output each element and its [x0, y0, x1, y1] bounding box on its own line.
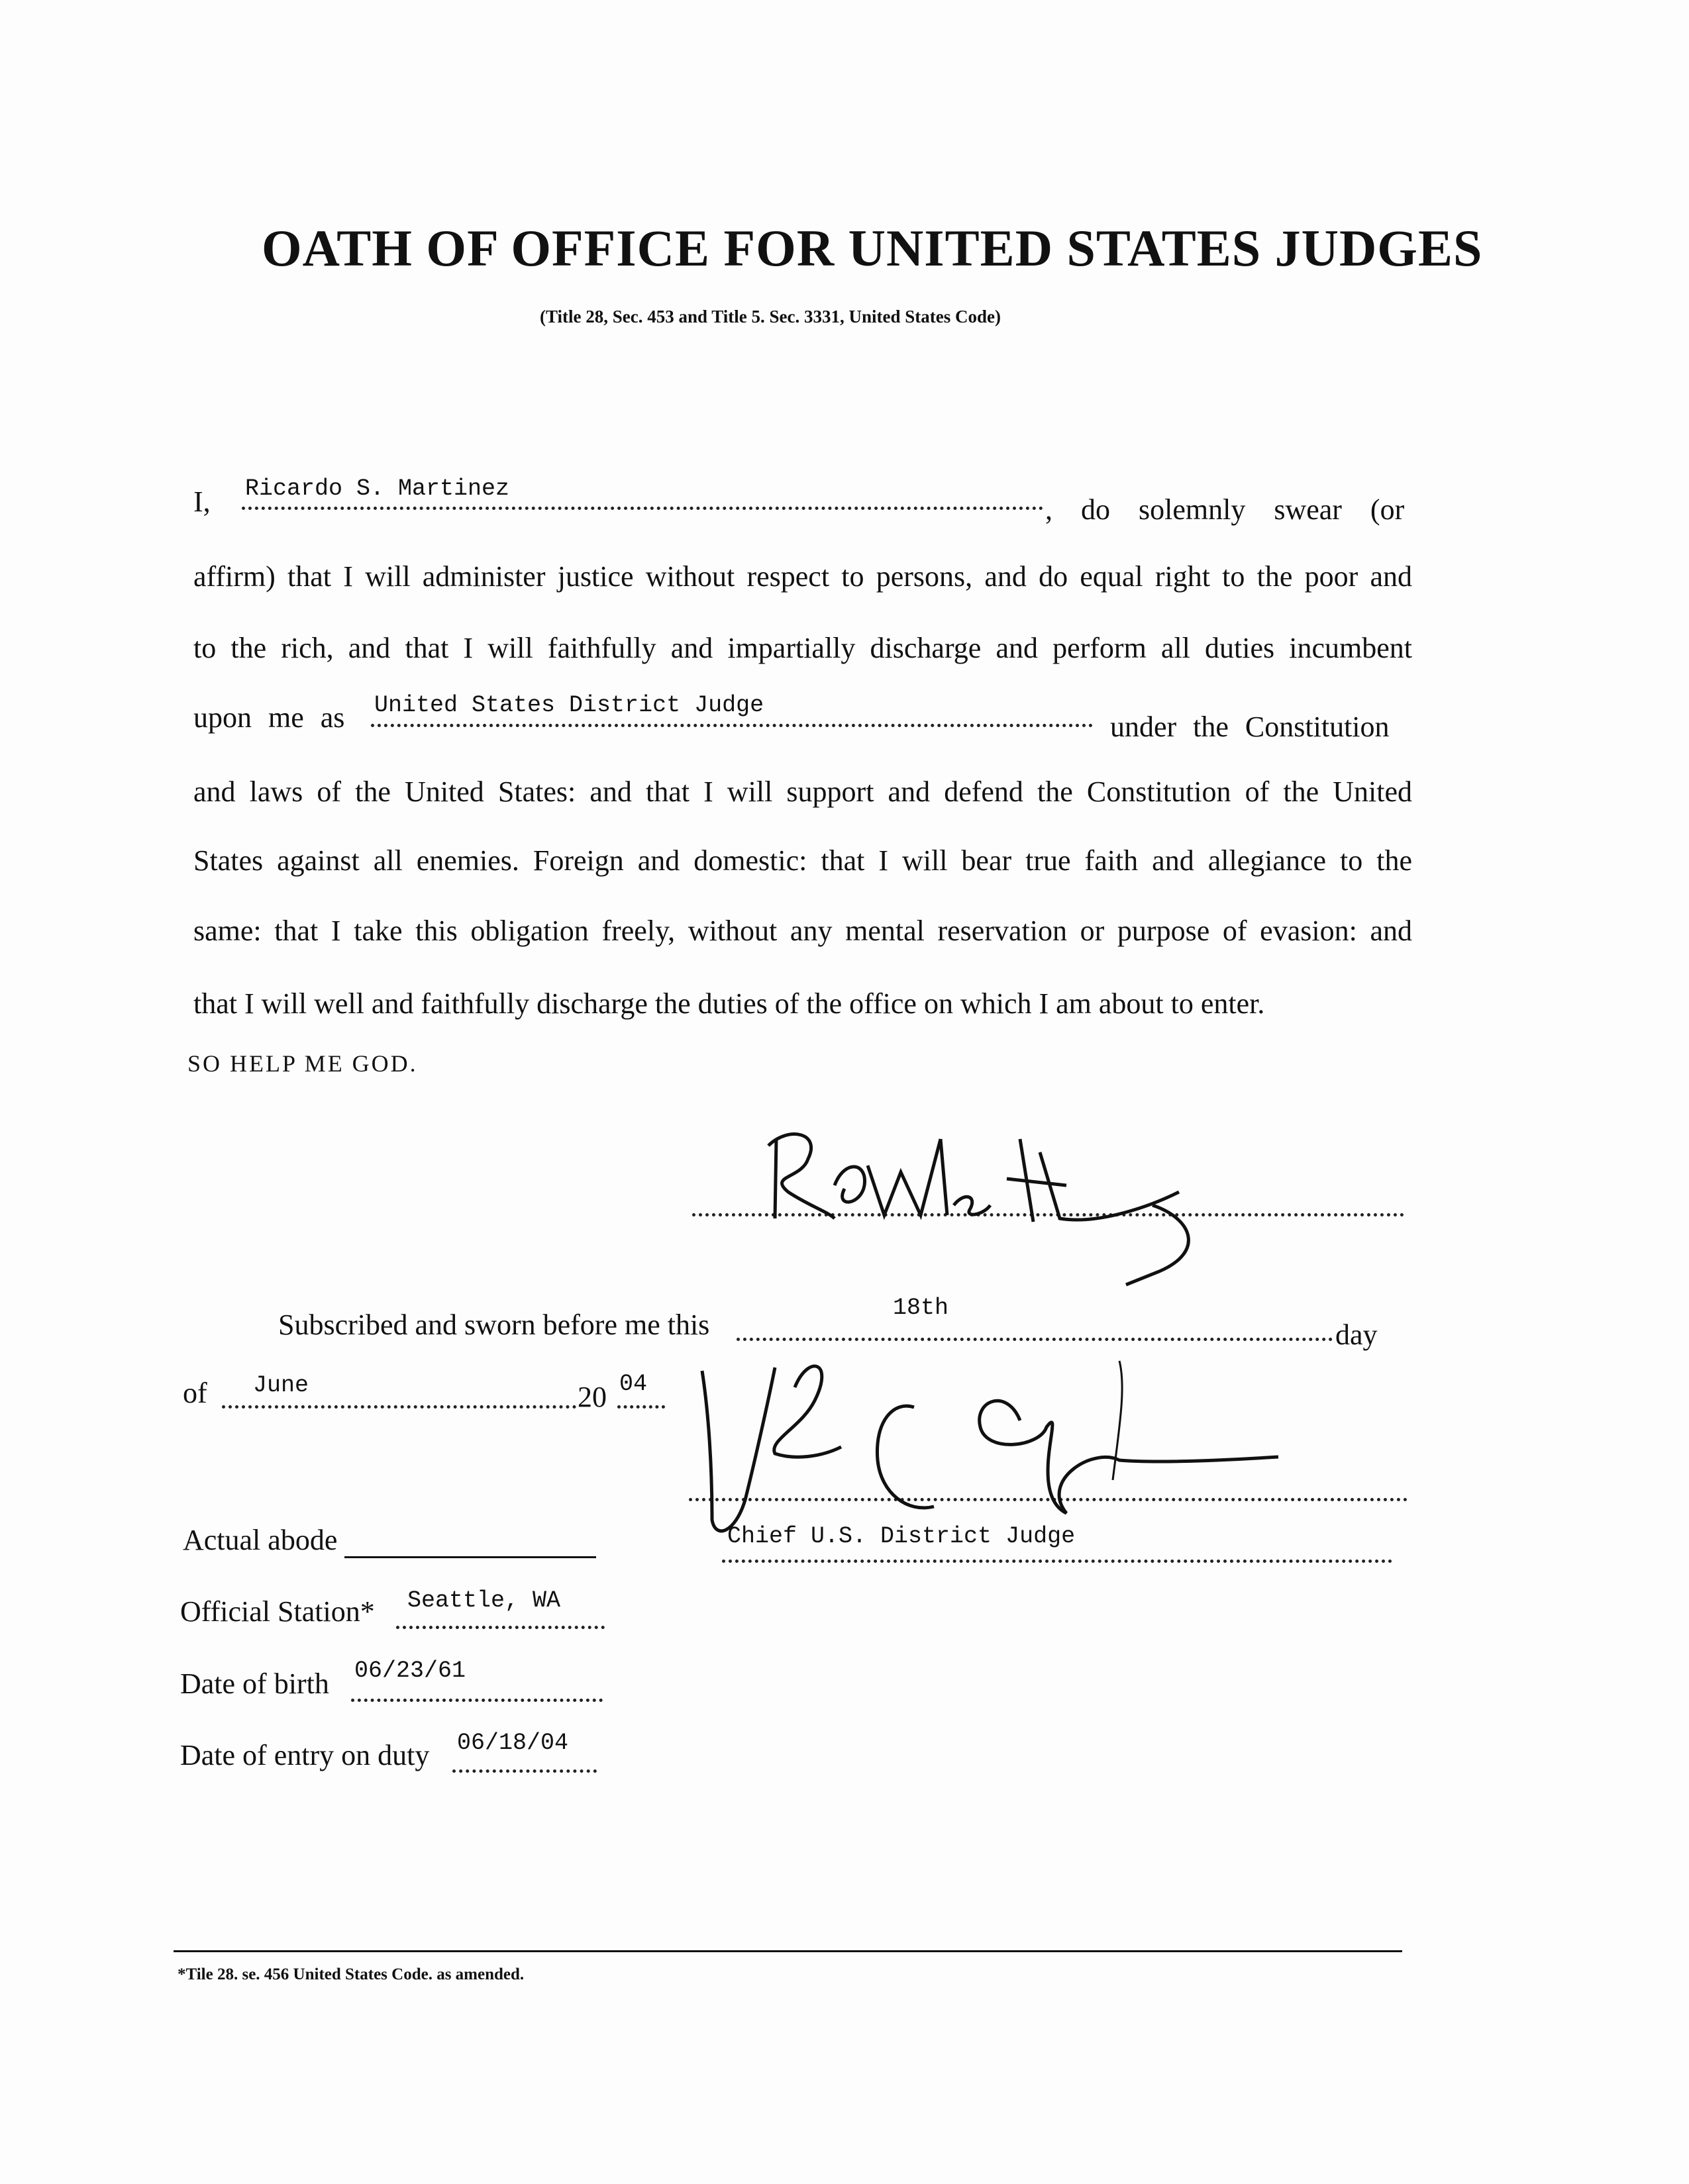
oath-line-8: that I will well and faithfully discharge the duties of the office on which I am about to enter.	[193, 987, 1265, 1020]
footnote: *Tile 28. se. 456 United States Code. as amended.	[178, 1965, 525, 1983]
actual-abode-label: Actual abode	[183, 1524, 338, 1556]
judge-name-value: Ricardo S. Martinez	[245, 475, 510, 502]
oath-line-4-tail: under the Constitution	[1110, 711, 1390, 743]
oath-line-6: States against all enemies. Foreign and domestic: that I will bear true faith and allegiance to the	[193, 844, 1412, 877]
sworn-day-value: 18th	[893, 1295, 949, 1321]
name-dotted-line	[242, 507, 1043, 510]
oath-line-1-tail: , do solemnly swear (or	[1045, 493, 1405, 526]
sworn-day-label: day	[1335, 1318, 1378, 1351]
date-of-birth-value: 06/23/61	[354, 1658, 466, 1684]
entry-on-duty-line	[452, 1769, 597, 1773]
entry-on-duty-label: Date of entry on duty	[180, 1739, 430, 1771]
sworn-year-value: 04	[619, 1371, 648, 1397]
official-station-label: Official Station*	[180, 1595, 375, 1628]
official-station-value: Seattle, WA	[407, 1587, 561, 1614]
closing-phrase: SO HELP ME GOD.	[187, 1050, 418, 1077]
office-value: United States District Judge	[374, 692, 764, 719]
actual-abode-line	[344, 1556, 596, 1558]
oath-line-4-head: upon me as	[193, 701, 345, 734]
oath-line-2: affirm) that I will administer justice without respect to persons, and do equal right to the poor and	[193, 560, 1412, 593]
oath-line-3: to the rich, and that I will faithfully and impartially discharge and perform all duties incumbent	[193, 632, 1412, 664]
sworn-year-line	[617, 1405, 665, 1409]
oath-line-5: and laws of the United States: and that I will support and defend the Constitution of the United	[193, 775, 1412, 808]
sworn-month-line	[222, 1405, 576, 1409]
sworn-of-label: of	[183, 1377, 207, 1409]
officer-signature	[695, 1348, 1305, 1546]
oath-line-7: same: that I take this obligation freely, without any mental reservation or purpose of evasion: and	[193, 915, 1412, 947]
official-station-line	[396, 1626, 605, 1629]
sworn-month-value: June	[253, 1372, 309, 1399]
officer-title-line	[722, 1560, 1392, 1563]
judge-signature	[729, 1099, 1258, 1298]
footnote-divider	[174, 1950, 1402, 1952]
sworn-day-line	[737, 1338, 1333, 1341]
sworn-year-prefix: 20	[578, 1381, 607, 1413]
page-title: OATH OF OFFICE FOR UNITED STATES JUDGES	[262, 219, 1483, 277]
date-of-birth-label: Date of birth	[180, 1667, 329, 1700]
statute-reference: (Title 28, Sec. 453 and Title 5. Sec. 3331, United States Code)	[540, 307, 1001, 326]
entry-on-duty-value: 06/18/04	[457, 1730, 569, 1756]
officer-title-value: Chief U.S. District Judge	[727, 1523, 1076, 1550]
sworn-statement: Subscribed and sworn before me this	[278, 1309, 710, 1341]
office-dotted-line	[371, 724, 1093, 727]
date-of-birth-line	[351, 1699, 603, 1702]
oath-i-label: I,	[193, 485, 211, 518]
